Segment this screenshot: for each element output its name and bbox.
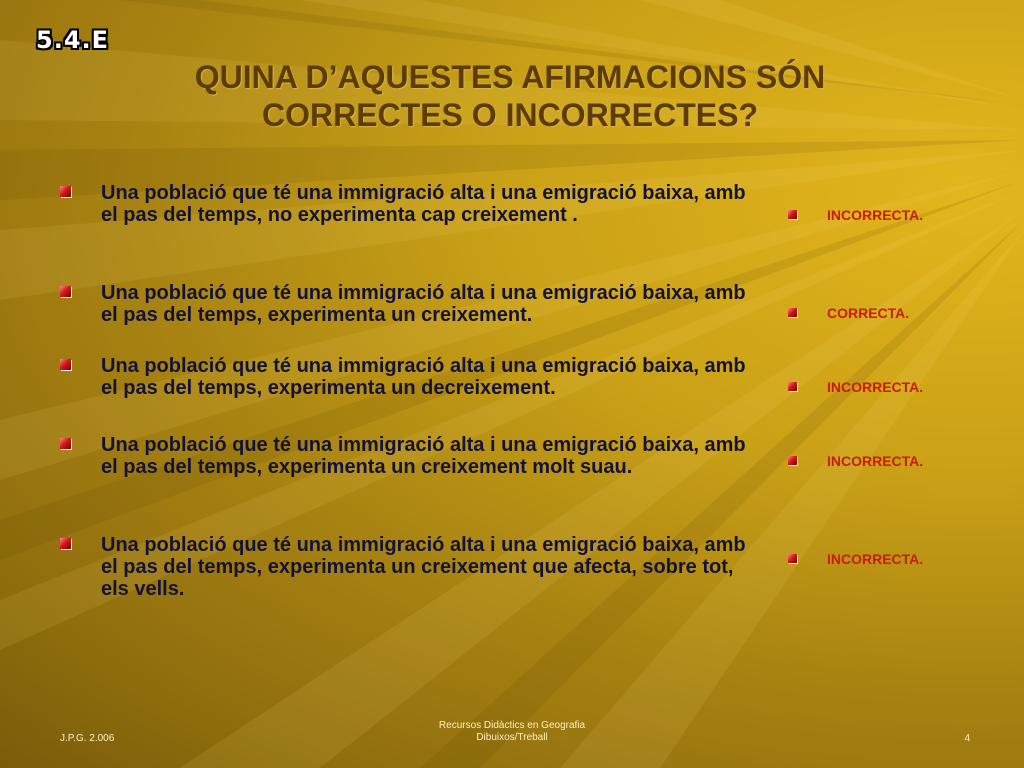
answer-text: INCORRECTA. [827,551,924,567]
footer-center [412,720,612,744]
footer-center-line-1: Recursos Didàctics en Geografia [438,720,586,731]
statement-text: Una població que té una immigració alta i una emigració baixa, amb el pas del temps, experimenta un creixement. [101,282,746,326]
answer-text: CORRECTA. [827,305,910,321]
red-square-bullet-icon [788,308,797,317]
answer-text: INCORRECTA. [827,379,924,395]
red-square-bullet-icon [788,456,797,465]
answer-list [788,0,1008,768]
red-square-bullet-icon [788,210,797,219]
red-square-bullet-icon [60,286,71,297]
red-square-bullet-icon [60,186,71,197]
footer-center-line-2: Dibuixos/Treball [476,732,548,743]
red-square-bullet-icon [788,554,797,563]
red-square-bullet-icon [60,359,71,370]
answer-text: INCORRECTA. [827,453,924,469]
statement-text: Una població que té una immigració alta i una emigració baixa, amb el pas del temps, experimenta un decreixement. [101,355,746,399]
statement-text: Una població que té una immigració alta i una emigració baixa, amb el pas del temps, no experimenta cap creixement . [101,182,746,226]
statement-text: Una població que té una immigració alta i una emigració baixa, amb el pas del temps, experimenta un creixement molt suau. [101,434,746,478]
red-square-bullet-icon [60,438,71,449]
statement-text: Una població que té una immigració alta i una emigració baixa, amb el pas del temps, experimenta un creixement que afecta, sobre tot, els vells. [101,534,746,600]
slide-code-badge: 5.4.E [36,26,110,54]
page-number: 4 [964,733,970,744]
slide-title [140,58,880,134]
answer-text: INCORRECTA. [827,207,924,223]
red-square-bullet-icon [60,538,71,549]
red-square-bullet-icon [788,382,797,391]
slide-title-line-1: QUINA D’AQUESTES AFIRMACIONS SÓN [194,59,826,95]
footer-author: J.P.G. 2.006 [60,733,115,744]
slide-title-line-2: CORRECTES O INCORRECTES? [261,97,759,133]
